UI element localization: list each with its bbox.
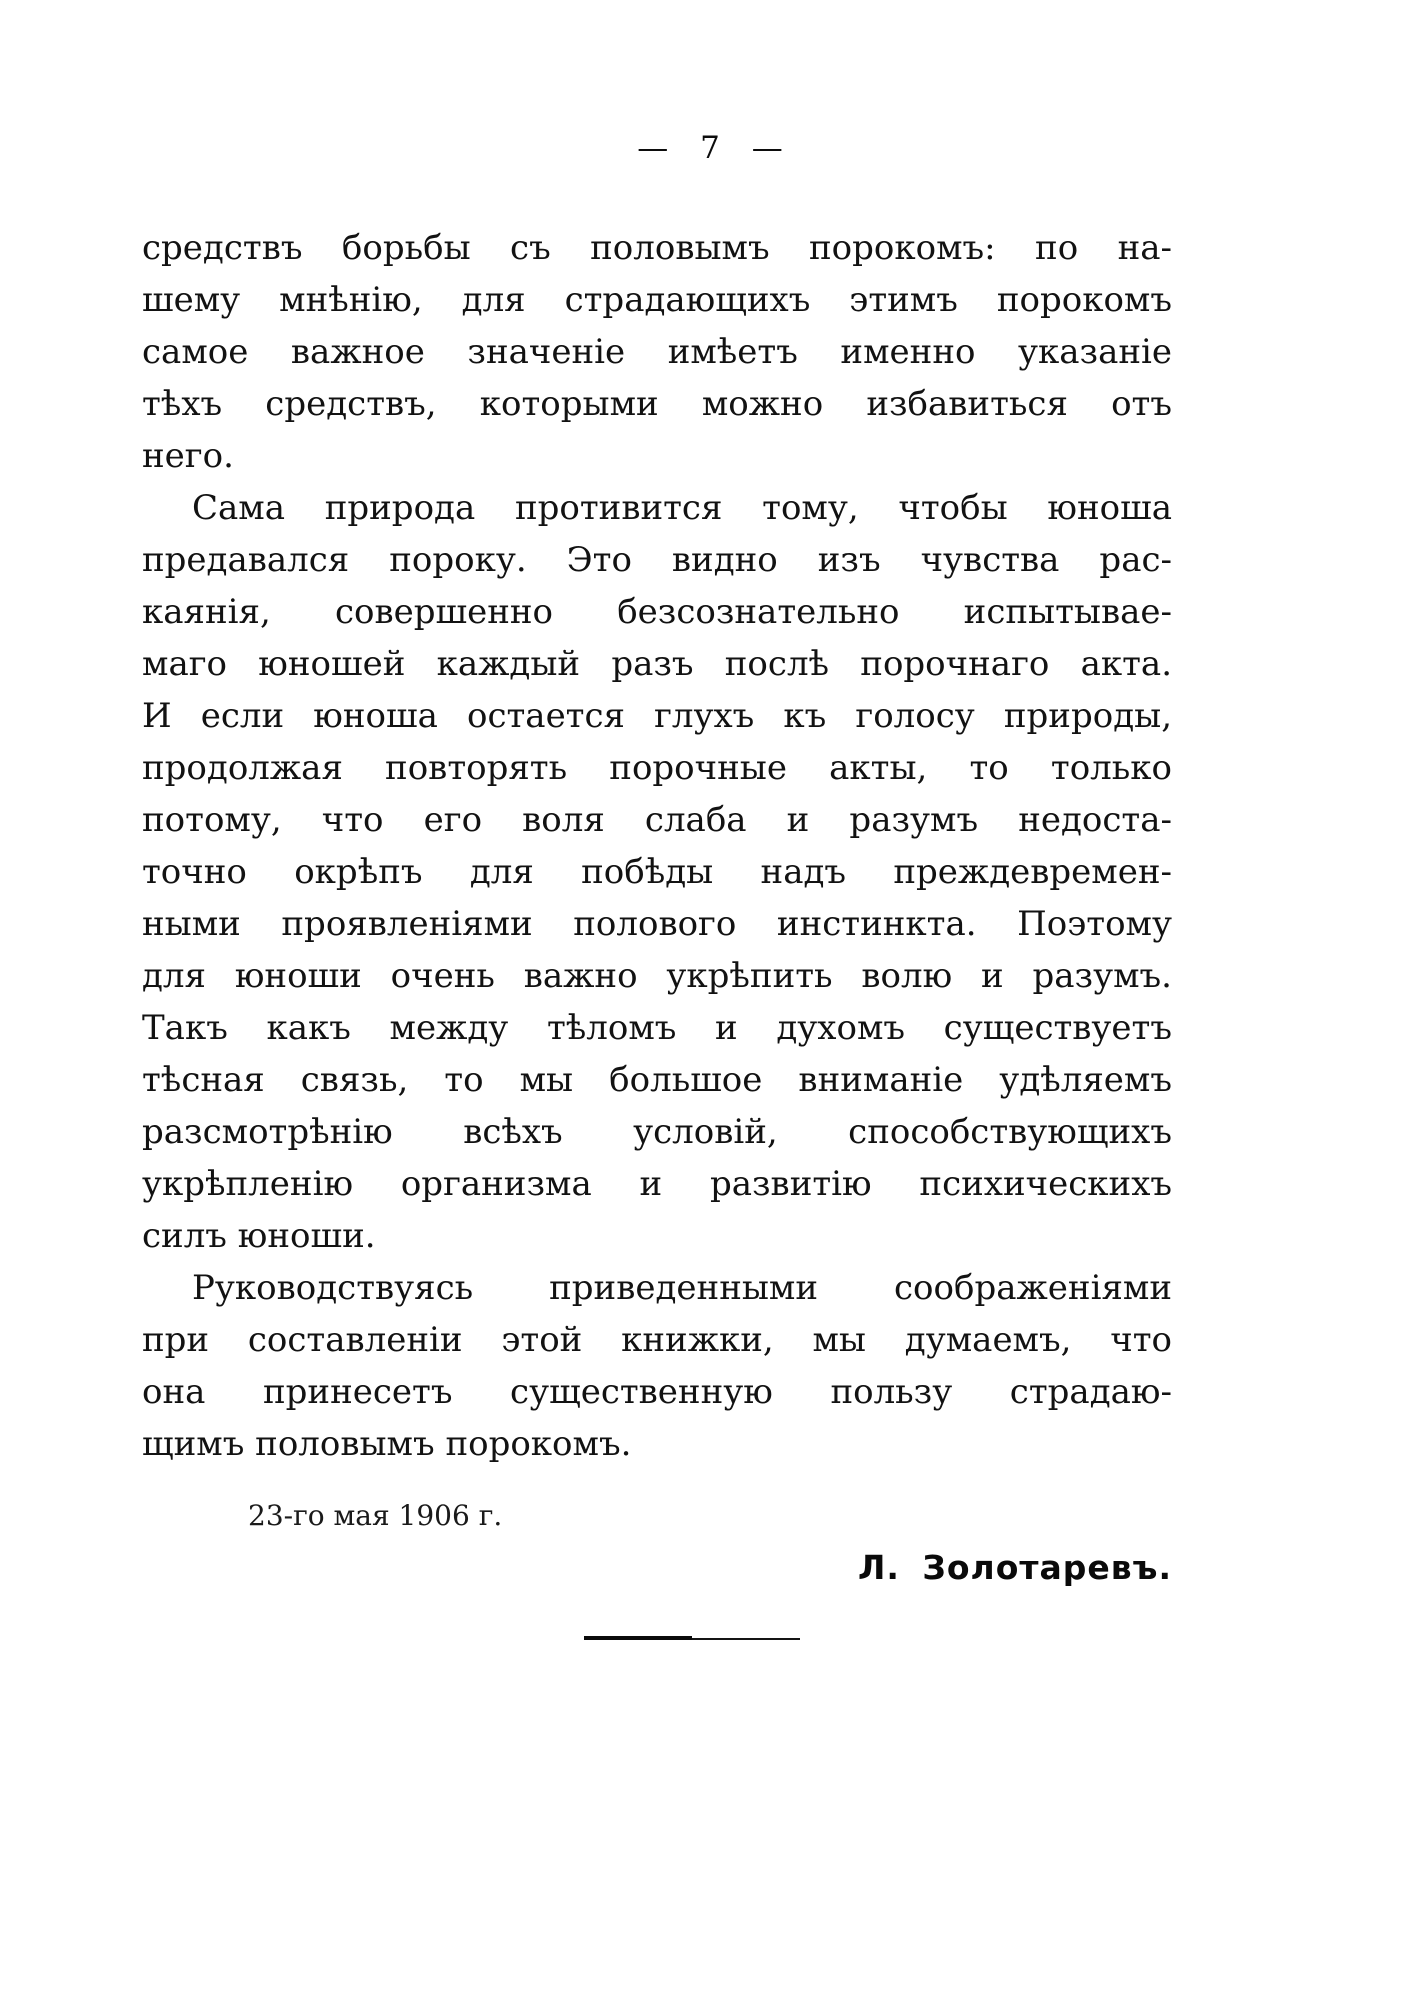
body-line: ными проявленіями полового инстинкта. Поэтому xyxy=(142,904,1172,944)
body-line: шему мнѣнію, для страдающихъ этимъ порокомъ xyxy=(142,280,1172,320)
divider-segment xyxy=(584,1636,692,1640)
body-line: разсмотрѣнію всѣхъ условій, способствующихъ xyxy=(142,1112,1172,1152)
body-line: тѣхъ средствъ, которыми можно избавиться отъ xyxy=(142,384,1172,424)
body-line: тѣсная связь, то мы большое вниманіе удѣляемъ xyxy=(142,1060,1172,1100)
text-block xyxy=(142,222,1172,1640)
body-line: предавался пороку. Это видно изъ чувства рас- xyxy=(142,540,1172,580)
body-line: самое важное значеніе имѣетъ именно указаніе xyxy=(142,332,1172,372)
divider-segment xyxy=(692,1638,800,1640)
body-line: потому, что его воля слаба и разумъ недоста- xyxy=(142,800,1172,840)
body-line: продолжая повторять порочные акты, то только xyxy=(142,748,1172,788)
date-line: 23-го мая 1906 г. xyxy=(248,1499,503,1532)
body-line: при составленіи этой книжки, мы думаемъ, что xyxy=(142,1320,1172,1360)
body-line: средствъ борьбы съ половымъ порокомъ: по на- xyxy=(142,228,1172,268)
body-line: щимъ половымъ порокомъ. xyxy=(142,1424,632,1464)
body-line: каянія, совершенно безсознательно испытывае- xyxy=(142,592,1172,632)
body-line: него. xyxy=(142,436,234,476)
body-line: Такъ какъ между тѣломъ и духомъ существуетъ xyxy=(142,1008,1172,1048)
body-line: для юноши очень важно укрѣпить волю и разумъ. xyxy=(142,956,1172,996)
body-line: Руководствуясь приведенными соображеніями xyxy=(192,1268,1172,1308)
body-line: точно окрѣпъ для побѣды надъ преждевремен- xyxy=(142,852,1172,892)
body-line: она принесетъ существенную пользу страдаю- xyxy=(142,1372,1172,1412)
author-signature: Л. Золотаревъ. xyxy=(857,1548,1172,1587)
body-line: силъ юноши. xyxy=(142,1216,376,1256)
body-line: Сама природа противится тому, чтобы юноша xyxy=(192,488,1172,528)
body-line: укрѣпленію организма и развитію психическихъ xyxy=(142,1164,1172,1204)
body-line: И если юноша остается глухъ къ голосу природы, xyxy=(142,696,1172,736)
body-line: маго юношей каждый разъ послѣ порочнаго акта. xyxy=(142,644,1172,684)
section-divider-rule xyxy=(584,1636,800,1640)
page-number: — 7 — xyxy=(637,130,783,166)
